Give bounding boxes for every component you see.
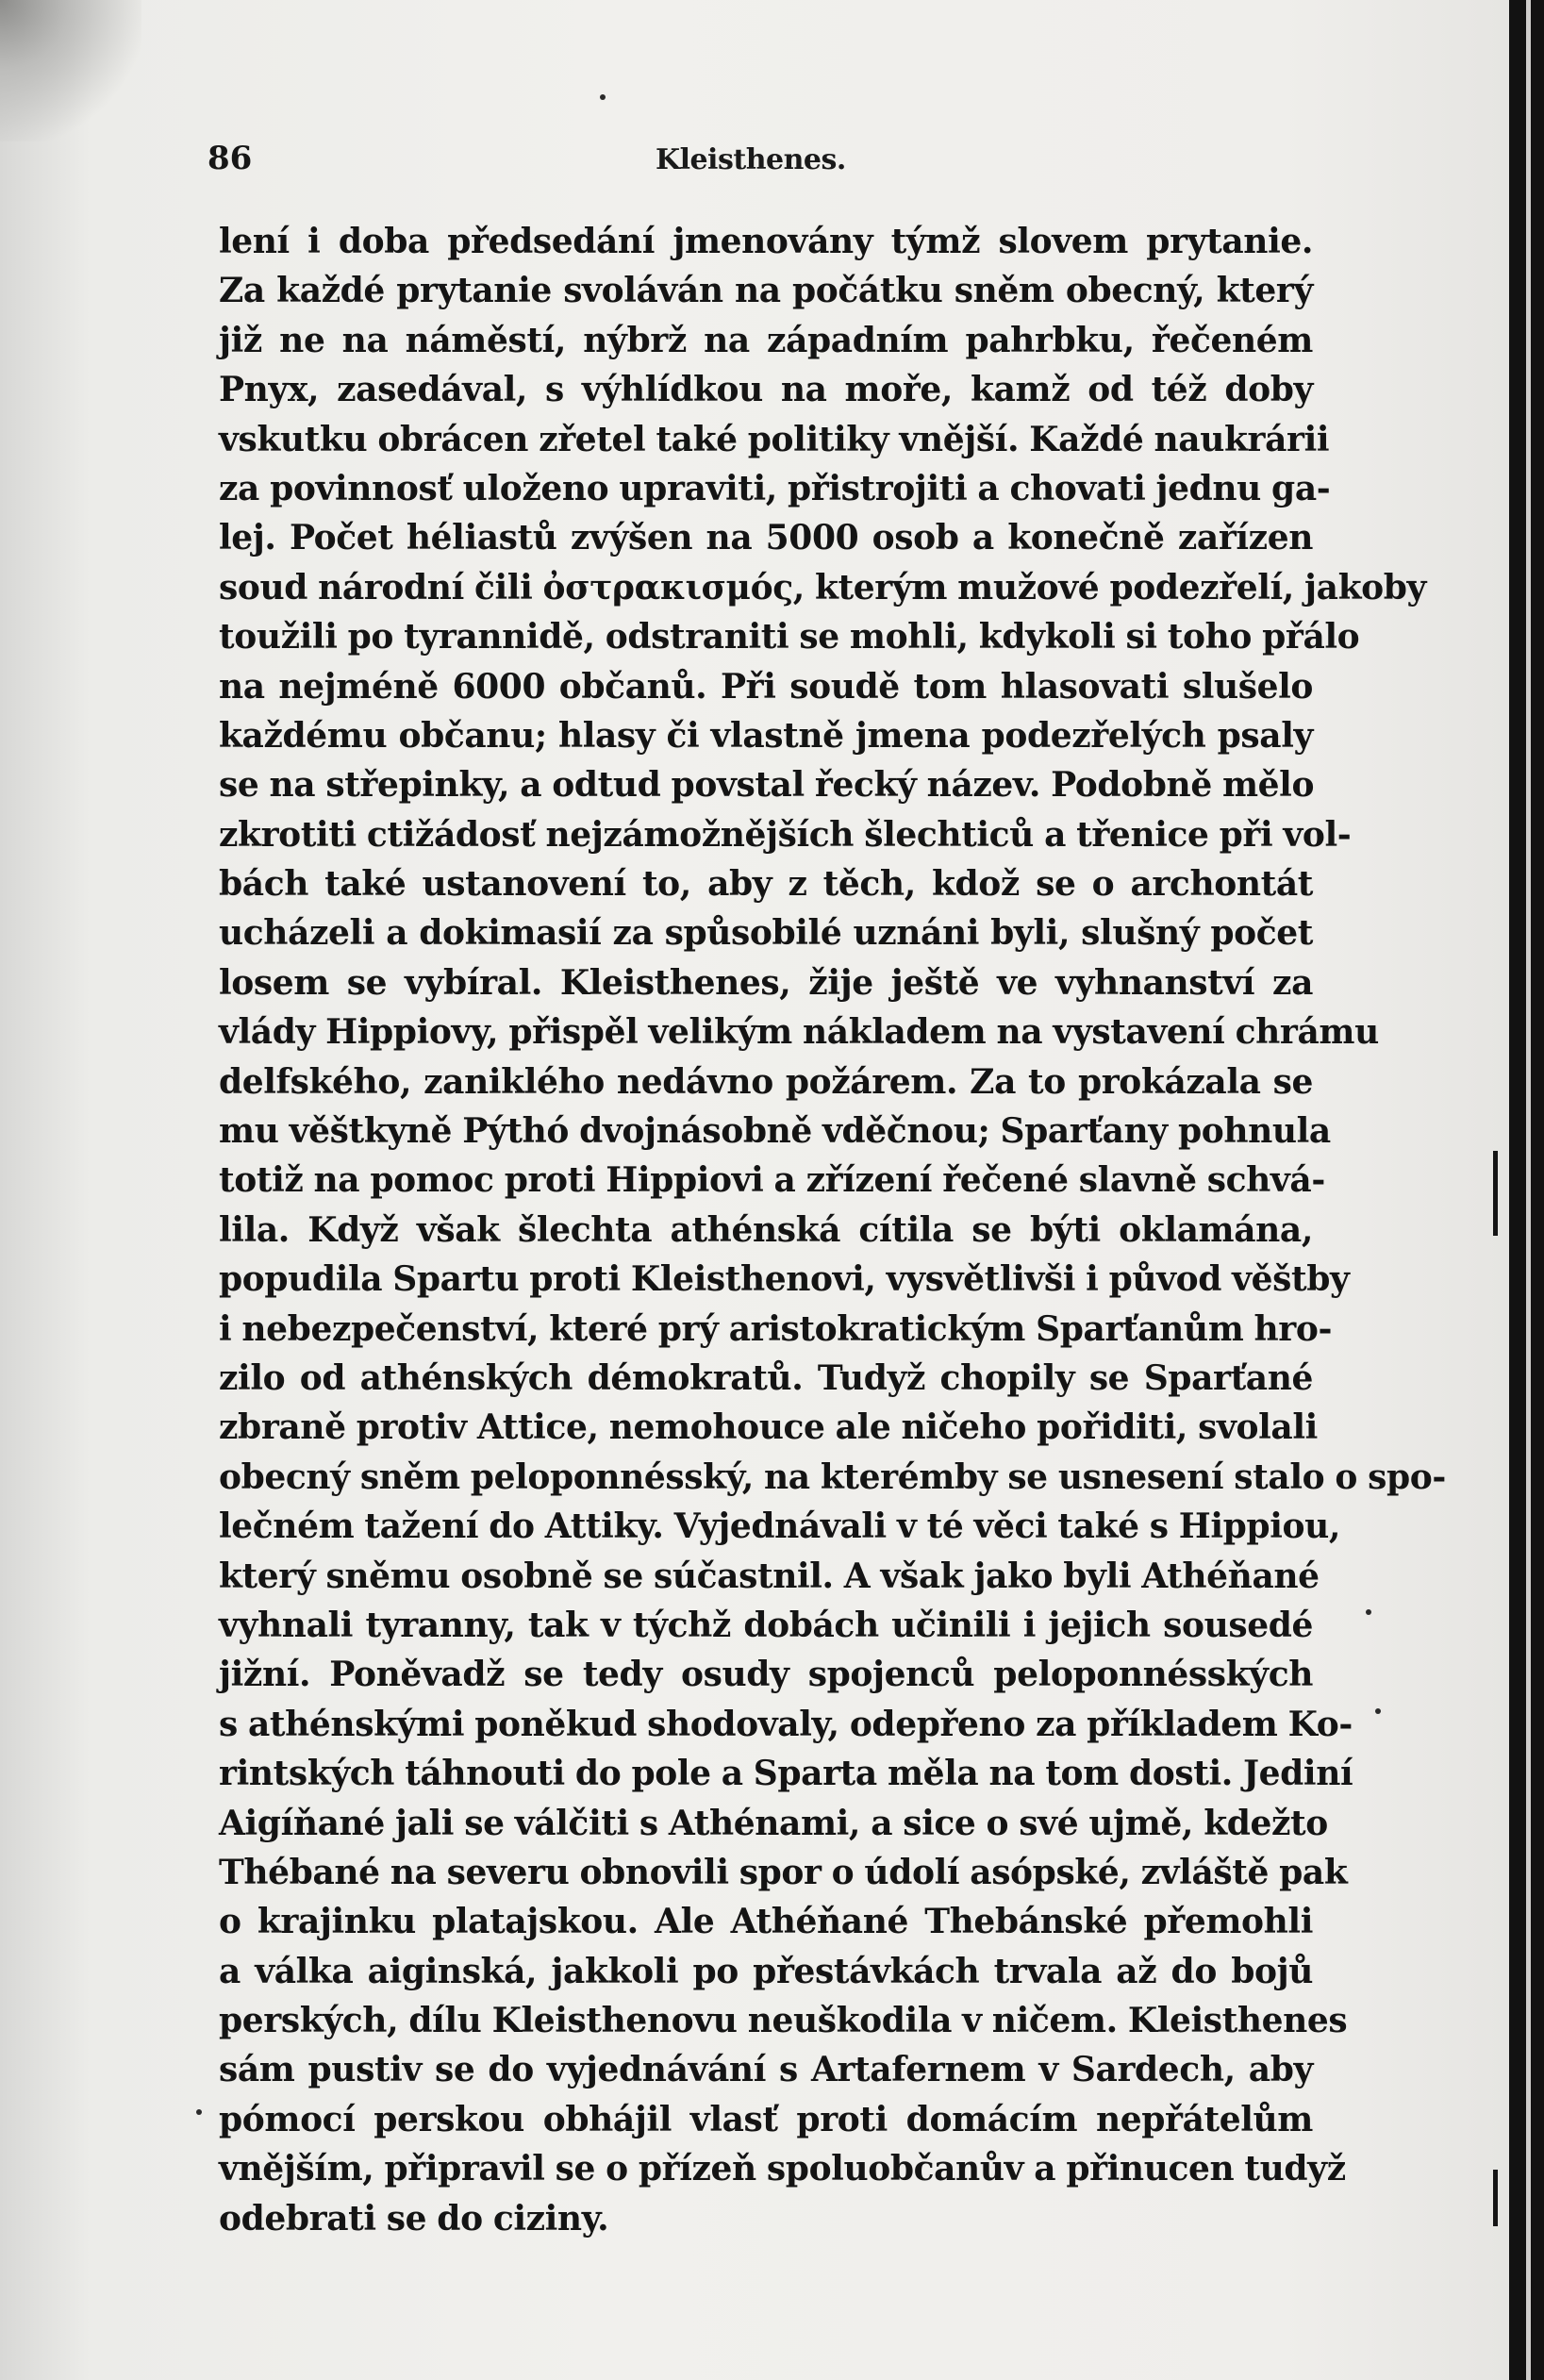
page-number: 86 bbox=[208, 140, 253, 177]
text-line: vskutku obrácen zřetel také politiky vnější. Každé naukrárii bbox=[219, 419, 1330, 459]
text-line: ucházeli a dokimasií za spůsobilé uznáni byli, slušný počet bbox=[219, 913, 1313, 954]
text-line: delfského, zaniklého nedávno požárem. Za to prokázala se bbox=[219, 1061, 1313, 1102]
text-line: i nebezpečenství, které prý aristokratickým Sparťanům hro- bbox=[219, 1308, 1333, 1349]
text-line: lila. Když však šlechta athénská cítila se býti oklamána, bbox=[219, 1209, 1313, 1250]
text-line: Aigíňané jali se válčiti s Athénami, a sice o své ujmě, kdežto bbox=[219, 1803, 1328, 1843]
text-line: mu věštkyně Pýthó dvojnásobně vděčnou; Sparťany pohnula bbox=[219, 1111, 1331, 1152]
page-header bbox=[208, 140, 1320, 177]
text-line: zilo od athénských démokratů. Tudyž chopily se Sparťané bbox=[219, 1357, 1313, 1398]
text-line: se na střepinky, a odtud povstal řecký název. Podobně mělo bbox=[219, 765, 1315, 806]
text-line: rintských táhnouti do pole a Sparta měla na tom dosti. Jediní bbox=[219, 1754, 1353, 1794]
text-line: bách také ustanovení to, aby z těch, kdož se o archontát bbox=[219, 864, 1313, 905]
text-line: již ne na náměstí, nýbrž na západním pahrbku, řečeném bbox=[219, 320, 1313, 360]
running-head: Kleisthenes. bbox=[656, 143, 846, 176]
text-line: který sněmu osobně se súčastnil. A však jako byli Athéňané bbox=[219, 1556, 1320, 1596]
text-line: lení i doba předsedání jmenovány týmž slovem prytanie. bbox=[219, 222, 1313, 261]
scan-border bbox=[1509, 0, 1544, 2380]
text-line: vyhnali tyranny, tak v týchž dobách učinili i jejich sousedé bbox=[219, 1605, 1313, 1645]
body-text bbox=[219, 217, 1446, 2243]
speck-mark bbox=[196, 2109, 202, 2115]
text-line: zkrotiti ctižádosť nejzámožnějších šlechticů a třenice při vol- bbox=[219, 814, 1352, 855]
text-line: jižní. Poněvadž se tedy osudy spojenců peloponnésských bbox=[219, 1655, 1313, 1695]
scan-edge-mark bbox=[1493, 1151, 1498, 1236]
text-line: Pnyx, zasedával, s výhlídkou na moře, kamž od též doby bbox=[219, 370, 1313, 410]
speck-mark bbox=[1375, 1708, 1381, 1714]
scan-edge-mark bbox=[1493, 2170, 1498, 2226]
text-line: totiž na pomoc proti Hippiovi a zřízení řečené slavně schvá- bbox=[219, 1160, 1325, 1201]
text-line: sám pustiv se do vyjednávání s Artafernem v Sardech, aby bbox=[219, 2050, 1313, 2090]
text-line: odebrati se do ciziny. bbox=[219, 2198, 609, 2239]
text-line: toužili po tyrannidě, odstraniti se mohli, kdykoli si toho přálo bbox=[219, 617, 1360, 657]
text-line: perských, dílu Kleisthenovu neuškodila v ničem. Kleisthenes bbox=[219, 2001, 1348, 2041]
text-line: Thébané na severu obnovili spor o údolí asópské, zvláště pak bbox=[219, 1852, 1348, 1892]
text-line: na nejméně 6000 občanů. Při soudě tom hlasovati slušelo bbox=[219, 666, 1313, 707]
text-line: lej. Počet héliastů zvýšen na 5000 osob a konečně zařízen bbox=[219, 518, 1313, 558]
text-line: vnějším, připravil se o přízeň spoluobčanův a přinucen tudyž bbox=[219, 2149, 1346, 2189]
text-line: losem se vybíral. Kleisthenes, žije ještě ve vyhnanství za bbox=[219, 962, 1313, 1003]
scan-border-line bbox=[1526, 0, 1531, 2380]
text-line: obecný sněm peloponnésský, na kterémby se usnesení stalo o spo- bbox=[219, 1456, 1446, 1497]
text-line: lečném tažení do Attiky. Vyjednávali v té věci také s Hippiou, bbox=[219, 1506, 1340, 1547]
text-line: za povinnosť uloženo upraviti, přistrojiti a chovati jednu ga- bbox=[219, 468, 1331, 508]
text-line: zbraně protiv Attice, nemohouce ale ničeho pořiditi, svolali bbox=[219, 1407, 1318, 1448]
text-line: každému občanu; hlasy či vlastně jmena podezřelých psaly bbox=[219, 715, 1313, 756]
text-line: vlády Hippiovy, přispěl velikým nákladem na vystavení chrámu bbox=[219, 1012, 1379, 1053]
text-line: popudila Spartu proti Kleisthenovi, vysvětlivši i původ věštby bbox=[219, 1259, 1350, 1300]
text-line: s athénskými poněkud shodovaly, odepřeno za příkladem Ko- bbox=[219, 1704, 1353, 1744]
text-line: Za každé prytanie svoláván na počátku sněm obecný, který bbox=[219, 271, 1313, 311]
text-line: a válka aiginská, jakkoli po přestávkách trvala až do bojů bbox=[219, 1951, 1313, 1991]
speck-mark bbox=[1366, 1609, 1371, 1615]
speck-mark bbox=[600, 94, 606, 100]
text-line: pómocí perskou obhájil vlasť proti domácím nepřátelům bbox=[219, 2099, 1313, 2139]
text-line: soud národní čili ὀστρακισμός, kterým mužové podezřelí, jakoby bbox=[219, 567, 1427, 607]
text-line: o krajinku platajskou. Ale Athéňané Thebánské přemohli bbox=[219, 1902, 1313, 1942]
